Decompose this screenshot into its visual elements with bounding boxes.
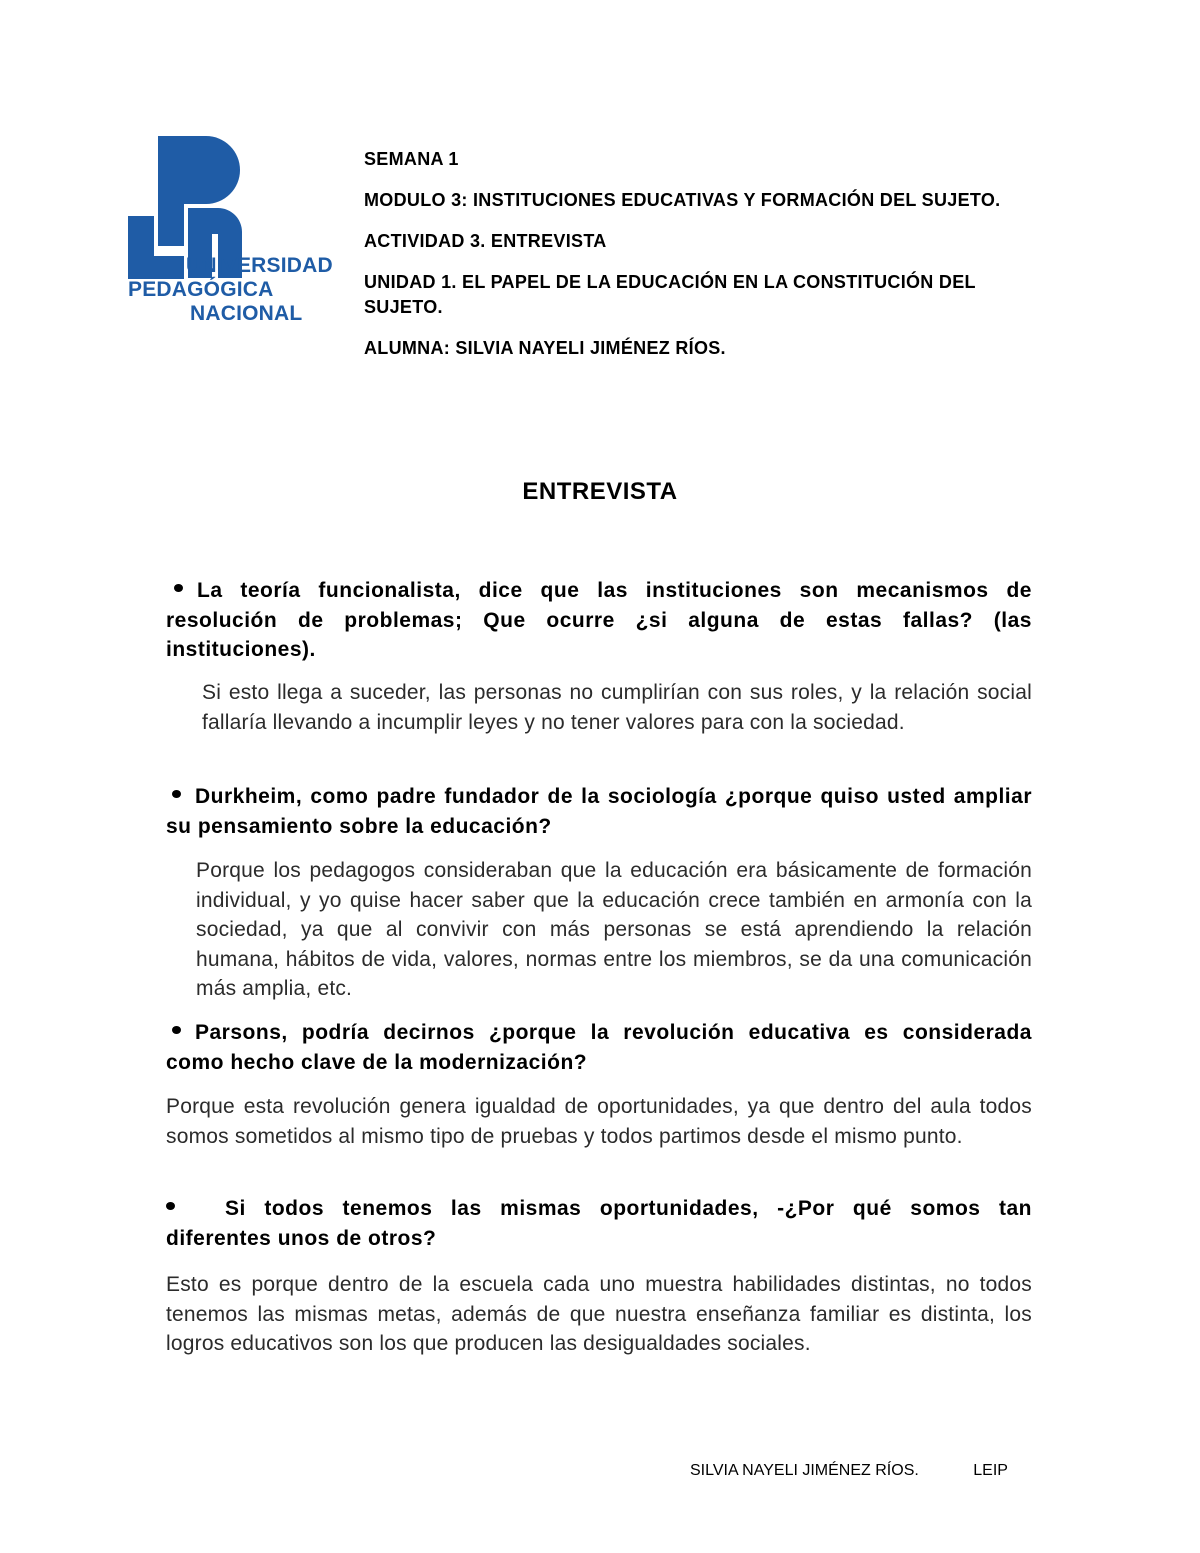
logo-wordmark [128,254,358,326]
question-1 [166,576,1032,665]
answer-4: Esto es porque dentro de la escuela cada uno muestra habilidades distintas, no todos tenemos las mismas metas, además de que nuestra enseñanza familiar es distinta, los logros educativos son los que producen las desigualdades sociales. [166,1273,1032,1355]
question-2 [166,782,1032,841]
bullet-icon [174,584,183,592]
question-4-text: Si todos tenemos las mismas oportunidades, -¿Por qué somos tan diferentes unos de otros? [166,1197,1032,1250]
logo-line-universidad: UNIVERSIDAD [186,254,333,277]
page-title: ENTREVISTA [522,478,678,505]
document-header [364,147,1044,377]
question-1-text: La teoría funcionalista, dice que las instituciones son mecanismos de resolución de problemas; Que ocurre ¿si alguna de estas fallas? (las instituciones). [166,579,1032,661]
page-footer [690,1462,1008,1480]
bullet-icon [172,1026,181,1034]
header-alumna: ALUMNA: SILVIA NAYELI JIMÉNEZ RÍOS. [364,338,726,358]
footer-code: LEIP [973,1462,1008,1479]
question-3-text: Parsons, podría decirnos ¿porque la revolución educativa es considerada como hecho clave de la modernización? [166,1021,1032,1074]
question-3 [166,1018,1032,1077]
answer-3: Porque esta revolución genera igualdad de oportunidades, ya que dentro del aula todos somos sometidos al mismo tipo de pruebas y todos partimos desde el mismo punto. [166,1095,1032,1148]
header-unidad: UNIDAD 1. EL PAPEL DE LA EDUCACIÓN EN LA CONSTITUCIÓN DEL SUJETO. [364,272,976,317]
header-actividad: ACTIVIDAD 3. ENTREVISTA [364,231,607,251]
header-modulo: MODULO 3: INSTITUCIONES EDUCATIVAS Y FORMACIÓN DEL SUJETO. [364,190,1001,210]
header-semana: SEMANA 1 [364,149,459,169]
logo-line-pedagogica: PEDAGÓGICA [128,278,274,301]
footer-name: SILVIA NAYELI JIMÉNEZ RÍOS. [690,1462,919,1479]
question-2-text: Durkheim, como padre fundador de la sociología ¿porque quiso usted ampliar su pensamiento sobre la educación? [166,785,1032,838]
answer-1: Si esto llega a suceder, las personas no cumplirían con sus roles, y la relación social fallaría llevando a incumplir leyes y no tener valores para con la sociedad. [202,681,1032,734]
logo-line-nacional: NACIONAL [190,302,303,325]
bullet-icon [172,790,181,798]
question-4 [166,1194,1032,1253]
answer-2: Porque los pedagogos consideraban que la educación era básicamente de formación individual, y yo quise hacer saber que la educación crece también en armonía con la sociedad, ya que al convivir con más personas se está aprendiendo la relación humana, hábitos de vida, valores, normas entre los miembros, se da una comunicación más amplia, etc. [196,859,1032,1000]
bullet-icon [166,1202,175,1210]
